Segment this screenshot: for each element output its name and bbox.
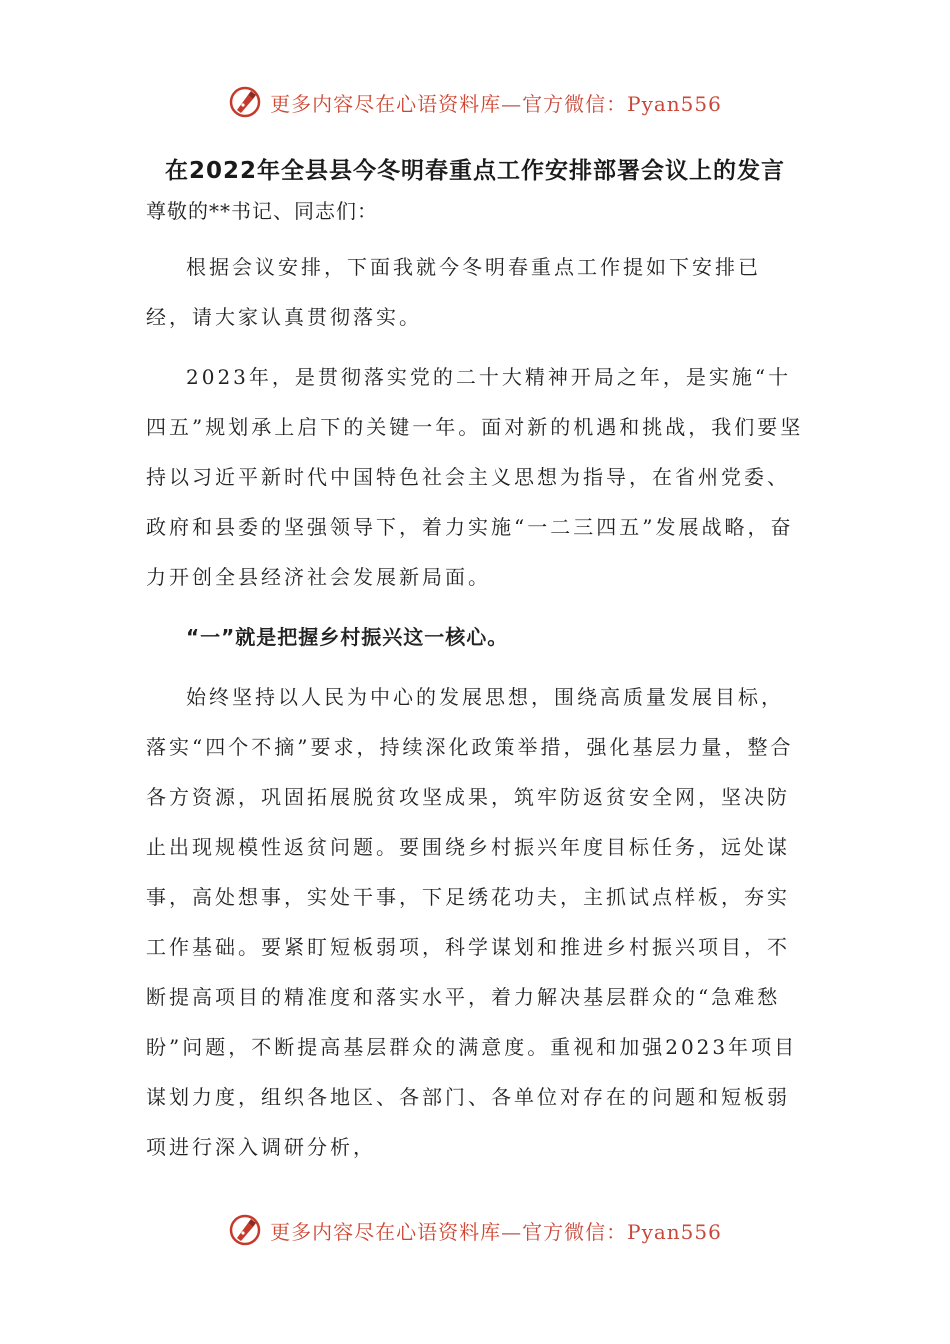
paragraph-overview: 2023年，是贯彻落实党的二十大精神开局之年，是实施“十四五”规划承上启下的关键一年。面对新的机遇和挑战，我们要坚持以习近平新时代中国特色社会主义思想为指导，在省州党委、政府和县委的坚强领导下，着力实施“一二三四五”发展战略，奋力开创全县经济社会发展新局面。	[146, 365, 804, 589]
section-heading: “一”就是把握乡村振兴这一核心。	[186, 625, 509, 649]
document-title: 在2022年全县县今冬明春重点工作安排部署会议上的发言	[164, 158, 785, 184]
footer-watermark	[0, 1210, 950, 1250]
document-body	[146, 186, 806, 1182]
watermark-text: 更多内容尽在心语资料库—官方微信：Pyan556	[270, 1219, 722, 1244]
paragraph-intro: 根据会议安排，下面我就今冬明春重点工作提如下安排已经，请大家认真贯彻落实。	[146, 255, 761, 329]
header-watermark	[0, 82, 950, 122]
watermark-text: 更多内容尽在心语资料库—官方微信：Pyan556	[270, 91, 722, 116]
pen-nib-logo-icon	[228, 85, 262, 119]
section-paragraph: 始终坚持以人民为中心的发展思想，围绕高质量发展目标，落实“四个不摘”要求，持续深化政策举措，强化基层力量，整合各方资源，巩固拓展脱贫攻坚成果，筑牢防返贫安全网，坚决防止出现规模性返贫问题。要围绕乡村振兴年度目标任务，远处谋事，高处想事，实处干事，下足绣花功夫，主抓试点样板，夯实工作基础。要紧盯短板弱项，科学谋划和推进乡村振兴项目，不断提高项目的精准度和落实水平，着力解决基层群众的“急难愁盼”问题，不断提高基层群众的满意度。重视和加强2023年项目谋划力度，组织各地区、各部门、各单位对存在的问题和短板弱项进行深入调研分析，	[146, 685, 798, 1159]
salutation: 尊敬的**书记、同志们：	[146, 199, 378, 223]
pen-nib-logo-icon	[228, 1213, 262, 1247]
